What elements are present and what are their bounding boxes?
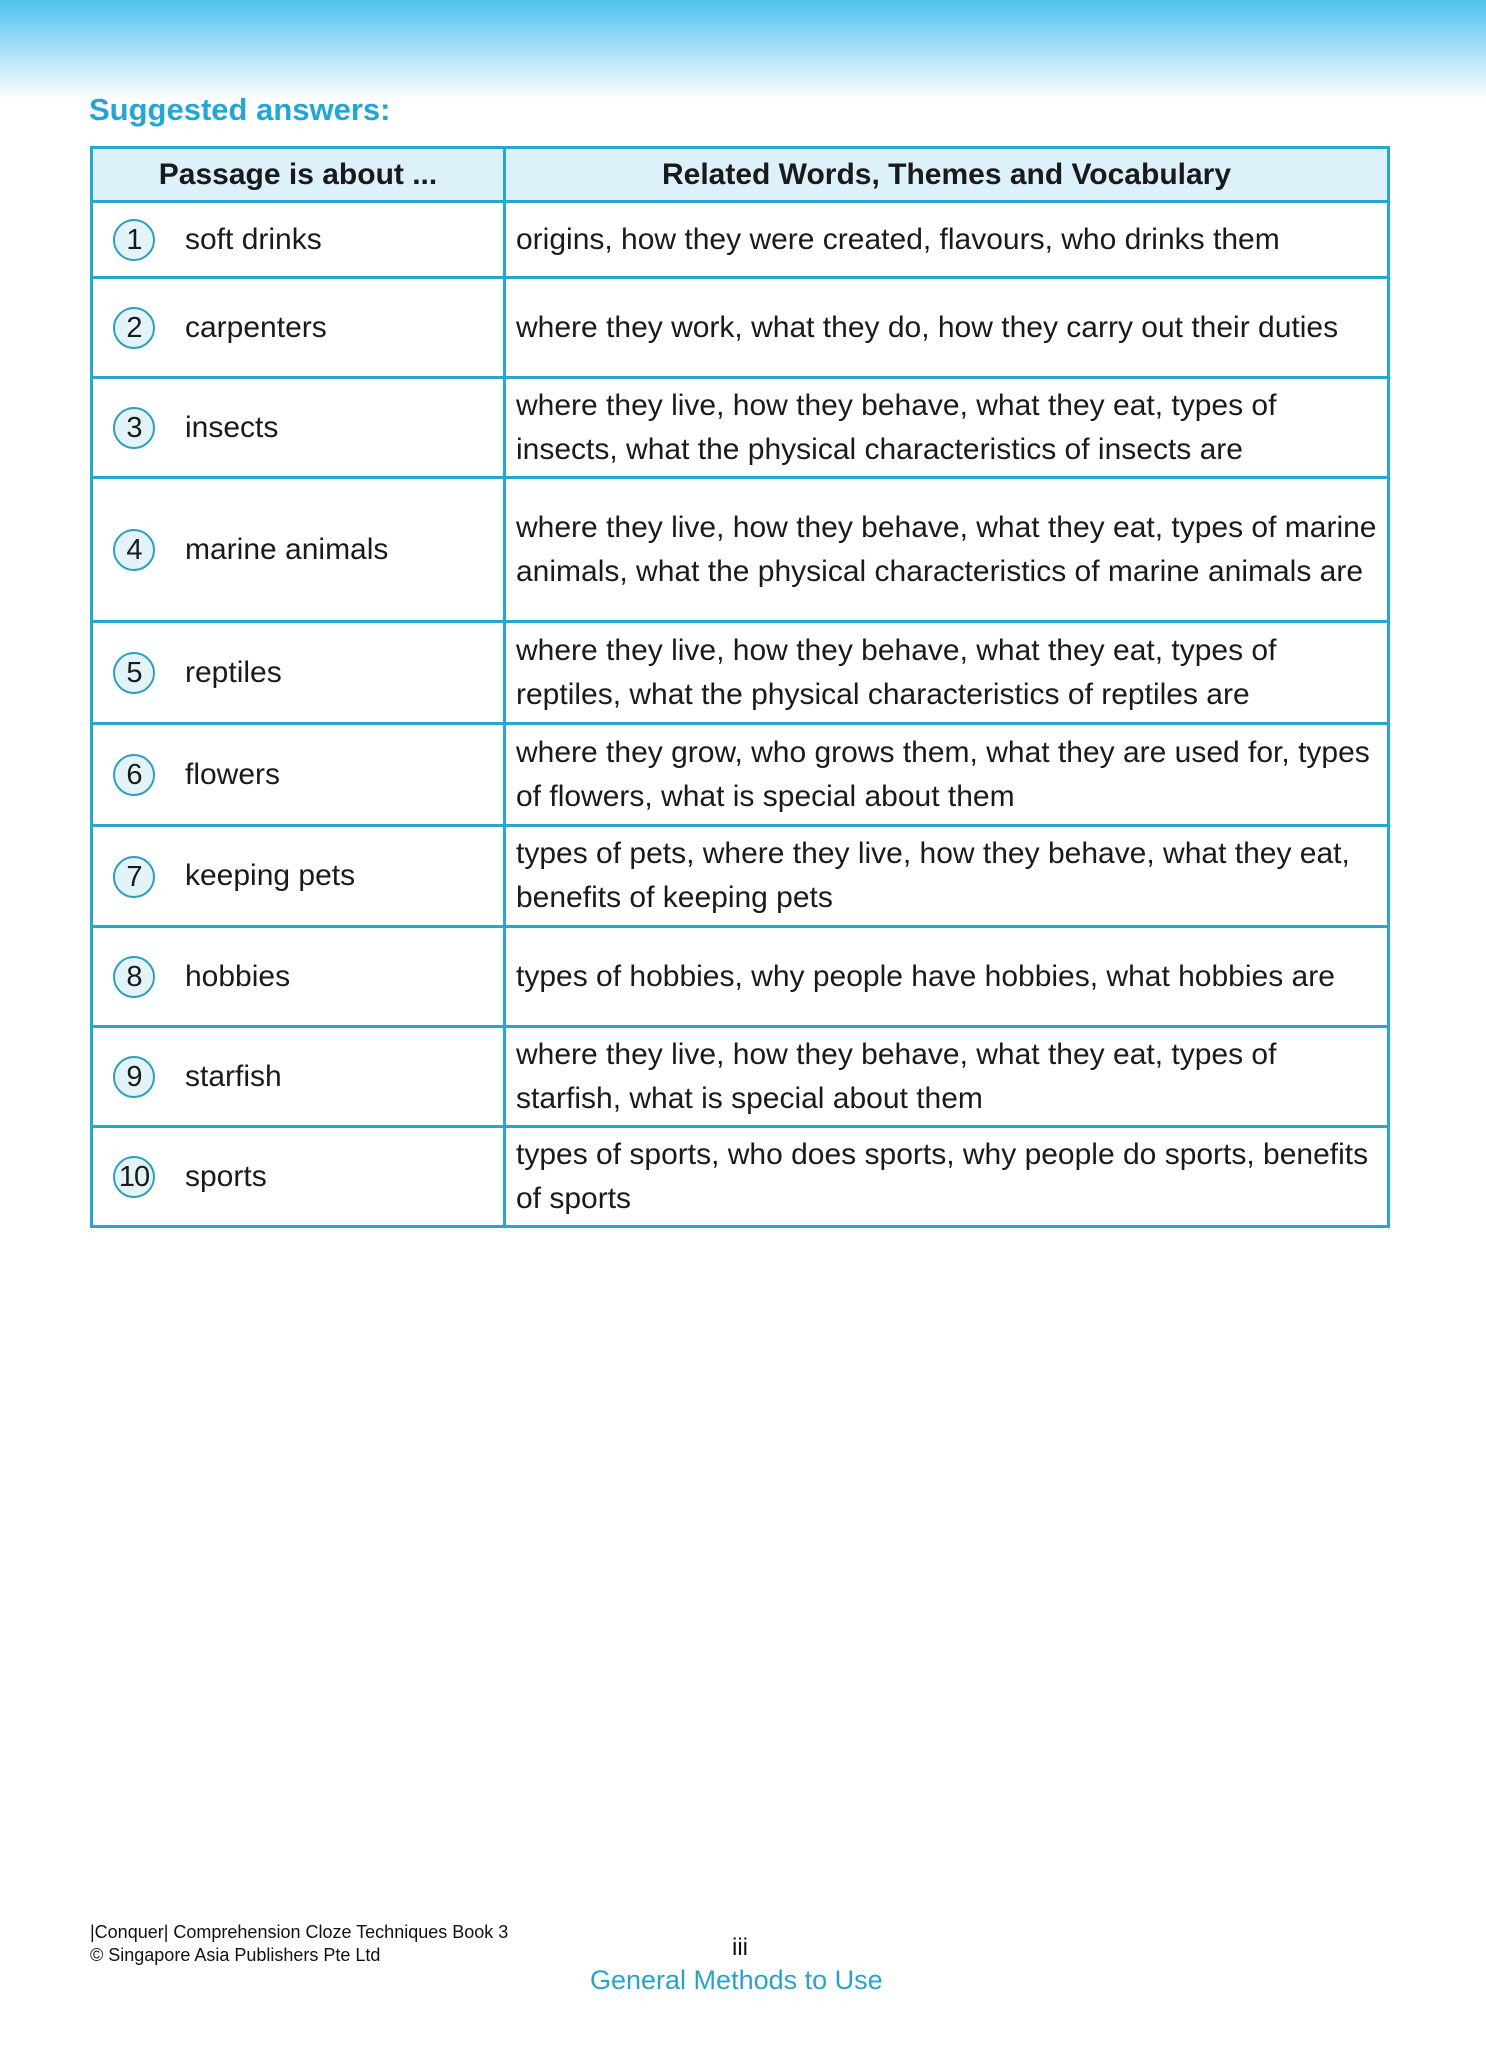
vocabulary-cell: where they live, how they behave, what they eat, types of insects, what the physical characteristics of insects are	[505, 378, 1389, 478]
vocabulary-cell: where they live, how they behave, what they eat, types of marine animals, what the physical characteristics of marine animals are	[505, 478, 1389, 622]
topic-label: reptiles	[185, 656, 282, 690]
table-row	[92, 724, 1389, 826]
column-header-topic: Passage is about ...	[92, 148, 505, 202]
vocabulary-cell: where they work, what they do, how they carry out their duties	[505, 278, 1389, 378]
table-row	[92, 278, 1389, 378]
table-row	[92, 478, 1389, 622]
vocabulary-cell: origins, how they were created, flavours, who drinks them	[505, 202, 1389, 278]
book-title: |Conquer| Comprehension Cloze Techniques Book 3	[90, 1922, 509, 1942]
topic-cell	[92, 378, 505, 478]
topic-label: hobbies	[185, 960, 291, 994]
table-row	[92, 927, 1389, 1027]
copyright: © Singapore Asia Publishers Pte Ltd	[90, 1945, 381, 1965]
topic-label: marine animals	[185, 533, 389, 567]
number-circle-icon: 1	[113, 219, 155, 261]
topic-label: carpenters	[185, 311, 327, 345]
number-circle-icon: 3	[113, 407, 155, 449]
header-gradient-band	[0, 0, 1486, 100]
vocabulary-cell: where they grow, who grows them, what they are used for, types of flowers, what is special about them	[505, 724, 1389, 826]
topic-label: insects	[185, 411, 279, 445]
number-circle-icon: 5	[113, 652, 155, 694]
number-circle-icon: 8	[113, 956, 155, 998]
table-row	[92, 1027, 1389, 1127]
table-row	[92, 826, 1389, 927]
topic-label: flowers	[185, 758, 281, 792]
section-heading: Suggested answers:	[89, 92, 391, 127]
number-circle-icon: 10	[113, 1156, 155, 1198]
answers-table	[90, 146, 1390, 1228]
topic-label: keeping pets	[185, 859, 356, 893]
table-row	[92, 622, 1389, 724]
number-circle-icon: 7	[113, 856, 155, 898]
footer-credits	[90, 1921, 508, 1967]
vocabulary-cell: types of sports, who does sports, why people do sports, benefits of sports	[505, 1127, 1389, 1227]
topic-cell	[92, 622, 505, 724]
vocabulary-cell: where they live, how they behave, what they eat, types of starfish, what is special about them	[505, 1027, 1389, 1127]
section-name: General Methods to Use	[590, 1965, 883, 1995]
topic-cell	[92, 278, 505, 378]
topic-cell	[92, 826, 505, 927]
table-row	[92, 1127, 1389, 1227]
vocabulary-cell: types of hobbies, why people have hobbies, what hobbies are	[505, 927, 1389, 1027]
topic-cell	[92, 1027, 505, 1127]
number-circle-icon: 6	[113, 754, 155, 796]
number-circle-icon: 4	[113, 529, 155, 571]
topic-label: sports	[185, 1160, 267, 1194]
vocabulary-cell: where they live, how they behave, what they eat, types of reptiles, what the physical characteristics of reptiles are	[505, 622, 1389, 724]
topic-cell	[92, 927, 505, 1027]
topic-cell	[92, 1127, 505, 1227]
page-number: iii	[732, 1934, 748, 1961]
number-circle-icon: 9	[113, 1056, 155, 1098]
table-row	[92, 378, 1389, 478]
topic-label: starfish	[185, 1060, 282, 1094]
topic-cell	[92, 478, 505, 622]
topic-label: soft drinks	[185, 223, 322, 257]
topic-cell	[92, 724, 505, 826]
table-header-row	[92, 148, 1389, 202]
number-circle-icon: 2	[113, 307, 155, 349]
vocabulary-cell: types of pets, where they live, how they behave, what they eat, benefits of keeping pets	[505, 826, 1389, 927]
column-header-vocabulary: Related Words, Themes and Vocabulary	[505, 148, 1389, 202]
topic-cell	[92, 202, 505, 278]
table-row	[92, 202, 1389, 278]
